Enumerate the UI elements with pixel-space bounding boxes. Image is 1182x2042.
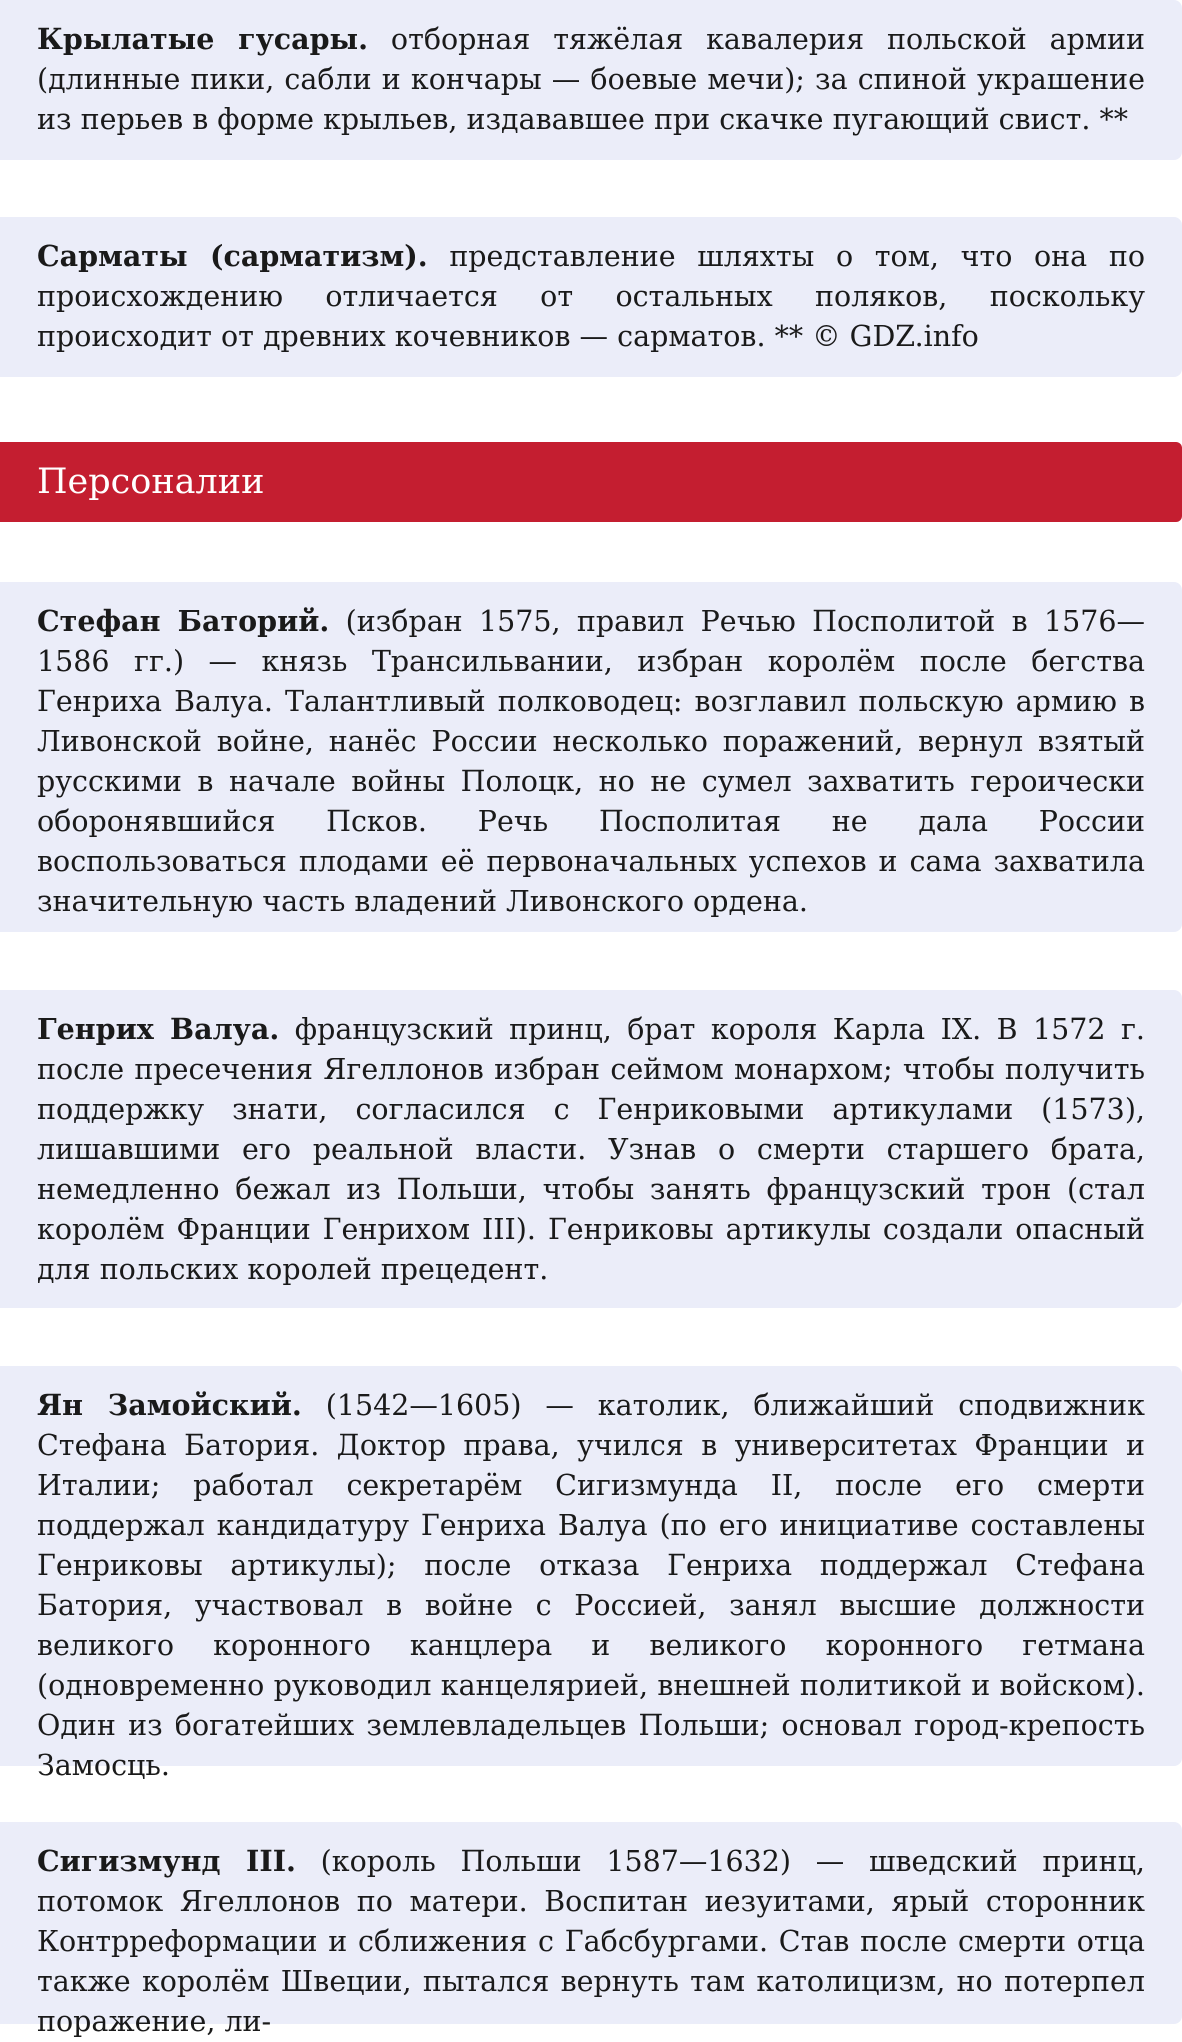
term-card-winged-hussars — [0, 0, 1182, 160]
person-card-jan-zamoyski — [0, 1366, 1182, 1782]
person-name: Ян Замойский. — [37, 1388, 302, 1422]
person-paragraph — [37, 1841, 1145, 2042]
term-title: Сарматы (сарматизм). — [37, 239, 428, 273]
section-title: Персоналии — [37, 462, 265, 502]
person-paragraph — [37, 601, 1145, 922]
person-card-sigismund-iii — [0, 1822, 1182, 2038]
person-card-henry-valois — [0, 990, 1182, 1308]
term-definition: отборная тяжёлая кавалерия польской армии (длинные пики, сабли и кончары — боевые мечи); за спиной украшение из перьев в форме крыльев, издававшее при скачке пугающий свист. ** — [37, 23, 1145, 136]
person-name: Сигизмунд III. — [37, 1844, 296, 1878]
term-card-sarmatism — [0, 217, 1182, 377]
person-description: французский принц, брат короля Карла IX. В 1572 г. после пресечения Ягеллонов избран сеймом монархом; чтобы получить поддержку знати, согласился с Генриковыми артикулами (1573), лишавшими его реальной власти. Узнав о смерти старшего брата, немедленно бежал из Польши, чтобы занять французский трон (стал королём Франции Генрихом III). Генриковы артикулы создали опасный для польских королей прецедент. — [37, 1013, 1145, 1286]
term-paragraph — [37, 19, 1145, 140]
person-card-stefan-batory — [0, 582, 1182, 932]
person-description: (избран 1575, правил Речью Посполитой в 1576—1586 гг.) — князь Трансильвании, избран королём после бегства Генриха Валуа. Талантливый полководец: возглавил польскую армию в Ливонской войне, нанёс России несколько поражений, вернул взятый русскими в начале войны Полоцк, но не сумел захватить героически оборонявшийся Псков. Речь Посполитая не дала России воспользоваться плодами её первоначальных успехов и сама захватила значительную часть владений Ливонского ордена. — [37, 605, 1145, 918]
person-name: Стефан Баторий. — [37, 604, 330, 638]
term-paragraph — [37, 236, 1145, 357]
person-paragraph — [37, 1009, 1145, 1290]
person-paragraph — [37, 1385, 1145, 1786]
person-description: (1542—1605) — католик, ближайший сподвижник Стефана Батория. Доктор права, учился в университетах Франции и Италии; работал секретарём Сигизмунда II, после его смерти поддержал кандидатуру Генриха Валуа (по его инициативе составлены Генриковы артикулы); после отказа Генриха поддержал Стефана Батория, участвовал в войне с Россией, занял высшие должности великого коронного канцлера и великого коронного гетмана (одновременно руководил канцелярией, внешней политикой и войском). Один из богатейших землевладельцев Польши; основал город-крепость Замосць. — [37, 1389, 1145, 1782]
person-description: (король Польши 1587—1632) — шведский принц, потомок Ягеллонов по матери. Воспитан иезуитами, ярый сторонник Контрреформации и сближения с Габсбургами. Став после смерти отца также королём Швеции, пытался вернуть там католицизм, но потерпел поражение, ли- — [37, 1845, 1145, 2038]
section-header-personalities — [0, 442, 1182, 522]
person-name: Генрих Валуа. — [37, 1012, 280, 1046]
term-definition: представление шляхты о том, что она по происхождению отличается от остальных поляков, поскольку происходит от древних кочевников — сарматов. ** © GDZ.info — [37, 240, 1145, 353]
term-title: Крылатые гусары. — [37, 22, 369, 56]
